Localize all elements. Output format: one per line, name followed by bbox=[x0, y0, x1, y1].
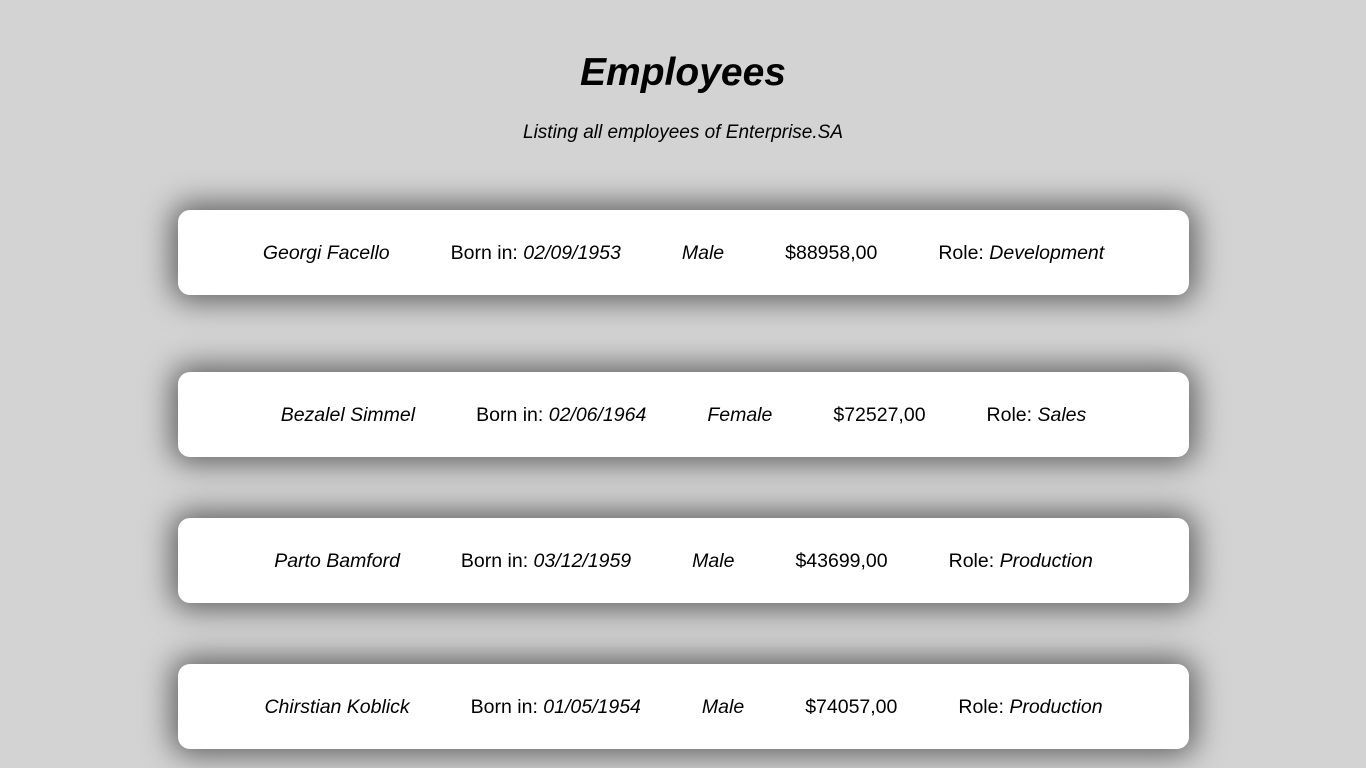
employee-card bbox=[178, 372, 1189, 457]
employee-salary: $88958,00 bbox=[785, 241, 878, 264]
employee-card bbox=[178, 210, 1189, 295]
role-label: Role: bbox=[948, 549, 1000, 572]
employee-role bbox=[987, 402, 1087, 428]
employee-gender: Male bbox=[701, 695, 745, 718]
employee-birth bbox=[471, 694, 641, 720]
role-value: Production bbox=[999, 549, 1093, 572]
employee-salary: $43699,00 bbox=[795, 549, 888, 572]
employee-name: Parto Bamford bbox=[274, 549, 400, 572]
employee-gender: Male bbox=[681, 241, 725, 264]
employee-name: Chirstian Koblick bbox=[264, 695, 410, 718]
employee-salary: $72527,00 bbox=[833, 403, 926, 426]
role-label: Role: bbox=[958, 695, 1010, 718]
born-label: Born in: bbox=[470, 695, 544, 718]
birth-date: 03/12/1959 bbox=[533, 549, 632, 572]
role-value: Production bbox=[1009, 695, 1103, 718]
employee-role bbox=[958, 694, 1102, 720]
employee-name: Bezalel Simmel bbox=[280, 403, 416, 426]
page-title: Employees bbox=[580, 51, 786, 94]
employee-birth bbox=[451, 240, 621, 266]
role-label: Role: bbox=[986, 403, 1038, 426]
employee-salary: $74057,00 bbox=[805, 695, 898, 718]
role-value: Development bbox=[989, 241, 1105, 264]
employee-birth bbox=[461, 548, 631, 574]
employee-card bbox=[178, 518, 1189, 603]
employee-role bbox=[938, 240, 1104, 266]
born-label: Born in: bbox=[460, 549, 534, 572]
employee-role bbox=[949, 548, 1093, 574]
role-label: Role: bbox=[938, 241, 990, 264]
employee-card bbox=[178, 664, 1189, 749]
page-subtitle: Listing all employees of Enterprise.SA bbox=[523, 122, 843, 143]
birth-date: 02/06/1964 bbox=[548, 403, 647, 426]
employee-name: Georgi Facello bbox=[262, 241, 390, 264]
born-label: Born in: bbox=[450, 241, 524, 264]
employee-gender: Female bbox=[707, 403, 773, 426]
role-value: Sales bbox=[1037, 403, 1087, 426]
born-label: Born in: bbox=[476, 403, 549, 426]
employee-gender: Male bbox=[692, 549, 735, 572]
birth-date: 01/05/1954 bbox=[543, 695, 641, 718]
birth-date: 02/09/1953 bbox=[523, 241, 621, 264]
employee-birth bbox=[476, 402, 646, 428]
